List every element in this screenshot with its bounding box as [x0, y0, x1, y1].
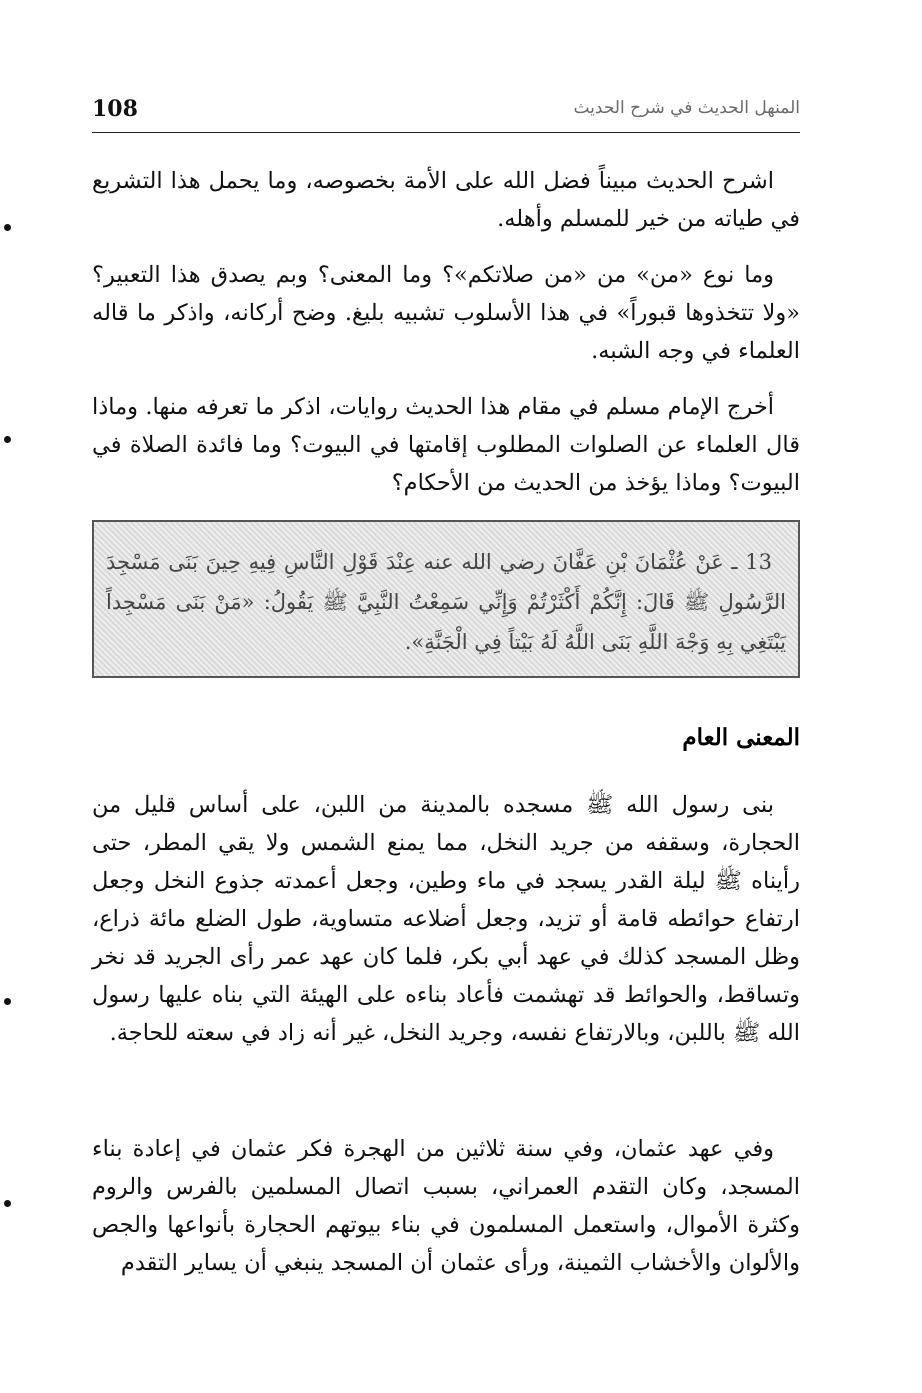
margin-mark	[4, 1200, 11, 1207]
page-header	[92, 92, 800, 133]
question-paragraph-1	[92, 162, 800, 238]
meaning-paragraph-2	[92, 1130, 800, 1282]
margin-mark	[4, 998, 11, 1005]
margin-mark	[4, 224, 11, 231]
hadith-box	[92, 520, 800, 678]
page-number: 108	[92, 96, 138, 122]
hadith-text: 13 ـ عَنْ عُثْمَانَ بْنِ عَفَّانَ رضي الله عنه عِنْدَ قَوْلِ النَّاسِ فِيهِ حِينَ بَنَى مَسْجِدَ الرَّسُولِ ﷺ قَالَ: إِنَّكُمْ أَكْثَرْتُمْ وَإِنِّي سَمِعْتُ النَّبِيَّ ﷺ يَقُولُ: «مَنْ بَنَى مَسْجِداً يَبْتَغِي بِهِ وَجْهَ اللَّهِ بَنَى اللَّهُ لَهُ بَيْتاً فِي الْجَنَّةِ».	[106, 550, 786, 654]
meaning-paragraph-1	[92, 786, 800, 1052]
margin-mark	[4, 436, 11, 443]
meaning-text: وفي عهد عثمان، وفي سنة ثلاثين من الهجرة فكر عثمان في إعادة بناء المسجد، وكان التقدم العمراني، بسبب اتصال المسلمين بالفرس والروم وكثرة الأموال، واستعمل المسلمون في بناء بيوتهم الحجارة بأنواعها والجص والألوان والأخشاب الثمينة، ورأى عثمان أن المسجد ينبغي أن يساير التقدم	[92, 1136, 800, 1276]
question-paragraph-3	[92, 388, 800, 502]
section-heading: المعنى العام	[682, 724, 800, 751]
question-paragraph-2	[92, 256, 800, 370]
question-text: وما نوع «من» من «من صلاتكم»؟ وما المعنى؟ وبم يصدق هذا التعبير؟ «ولا تتخذوها قبوراً» في هذا الأسلوب تشبيه بليغ. وضح أركانه، واذكر ما قاله العلماء في وجه الشبه.	[92, 262, 800, 364]
question-text: اشرح الحديث مبيناً فضل الله على الأمة بخصوصه، وما يحمل هذا التشريع في طياته من خير للمسلم وأهله.	[92, 168, 800, 232]
question-text: أخرج الإمام مسلم في مقام هذا الحديث روايات، اذكر ما تعرفه منها. وماذا قال العلماء عن الصلوات المطلوب إقامتها في البيوت؟ وما فائدة الصلاة في البيوت؟ وماذا يؤخذ من الحديث من الأحكام؟	[92, 394, 800, 496]
meaning-text: بنى رسول الله ﷺ مسجده بالمدينة من اللبن، على أساس قليل من الحجارة، وسقفه من جريد النخل، مما يمنع الشمس ولا يقي المطر، حتى رأيناه ﷺ ليلة القدر يسجد في ماء وطين، وجعل أعمدته جذوع النخل وجعل ارتفاع حوائطه قامة أو تزيد، وجعل أضلاعه متساوية، طول الضلع مائة ذراع، وظل المسجد كذلك في عهد أبي بكر، فلما كان عهد عمر رأى الجريد قد نخر وتساقط، والحوائط قد تهشمت فأعاد بناءه على الهيئة التي بناه عليها رسول الله ﷺ باللبن، وبالارتفاع نفسه، وجريد النخل، غير أنه زاد في سعته للحاجة.	[92, 792, 800, 1046]
running-title: المنهل الحديث في شرح الحديث	[573, 98, 800, 118]
